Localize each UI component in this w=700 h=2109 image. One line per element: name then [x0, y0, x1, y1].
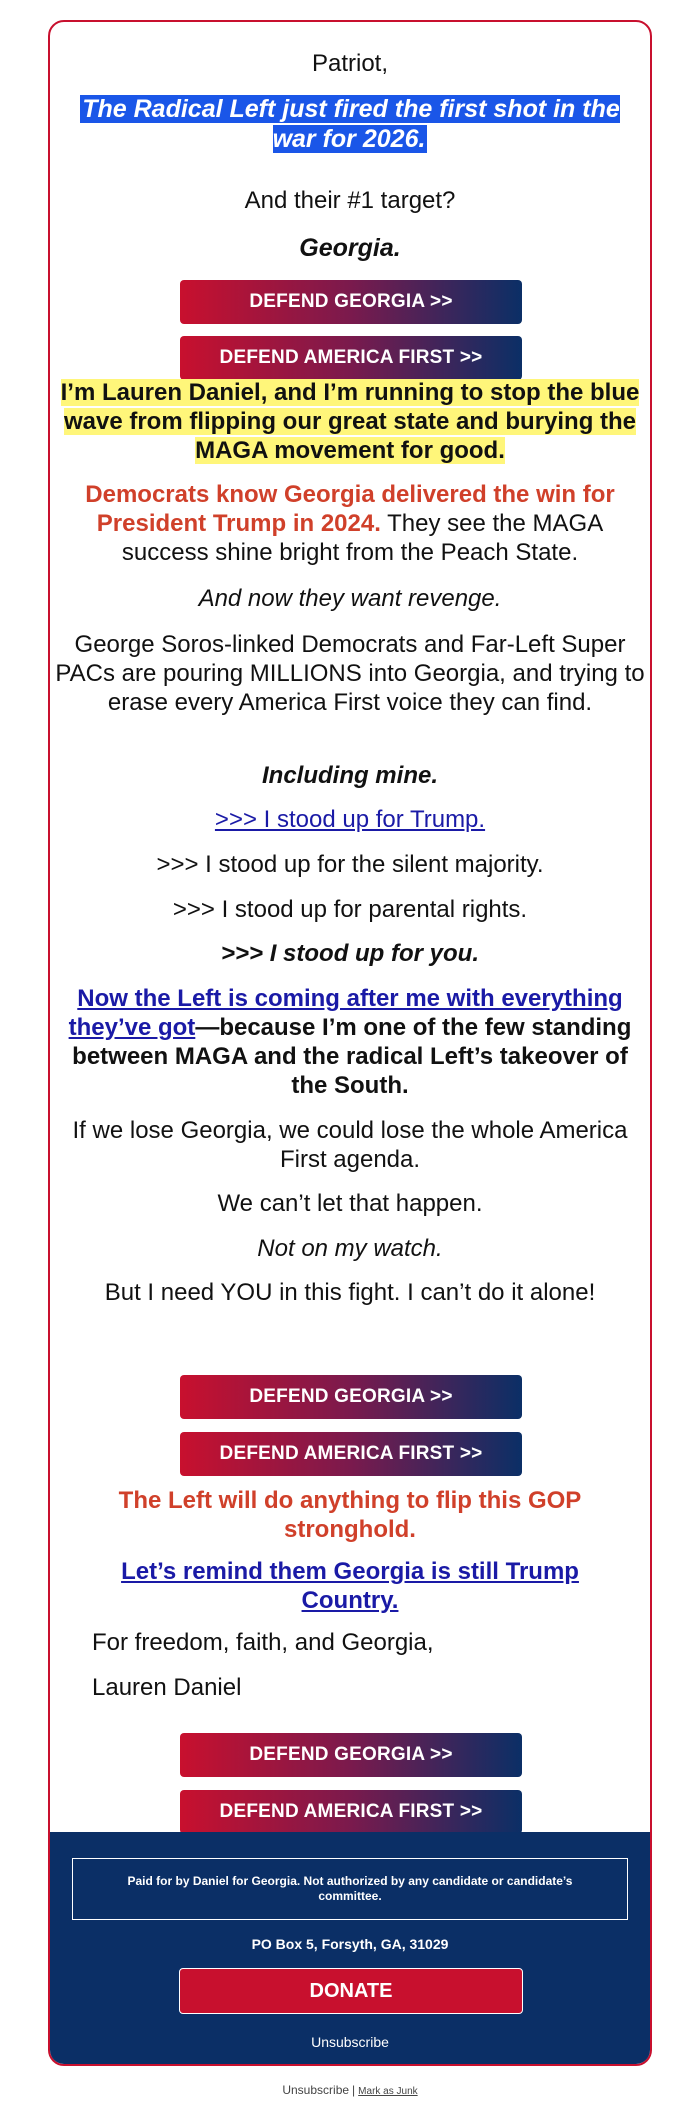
paragraph-coming-after — [50, 984, 650, 1100]
email-footer — [50, 1832, 650, 2064]
not-on-my-watch-text: Not on my watch. — [257, 1235, 443, 1262]
question-text: And their #1 target? — [244, 187, 456, 214]
lose-georgia-text: If we lose Georgia, we could lose the whole America First agenda. — [72, 1117, 628, 1173]
disclaimer-box — [72, 1858, 628, 1920]
defend-america-first-button[interactable]: DEFEND AMERICA FIRST >> — [180, 1790, 522, 1834]
target-text: Georgia. — [299, 234, 401, 262]
revenge-text: And now they want revenge. — [198, 585, 502, 612]
headline — [50, 94, 650, 154]
email-body — [50, 22, 650, 1832]
cant-let-text: We can’t let that happen. — [217, 1190, 483, 1217]
footer-unsubscribe-link[interactable]: Unsubscribe — [311, 2034, 389, 2050]
georgia-win-red-text: Democrats know Georgia delivered the win for President Trump in 2024. — [85, 481, 615, 537]
email-card — [48, 20, 652, 2066]
paragraph-soros: George Soros-linked Democrats and Far-Left Super PACs are pouring MILLIONS into Georgia, and trying to erase every America First voice they can find. — [55, 631, 645, 716]
remind-them-link[interactable]: Let’s remind them Georgia is still Trump Country. — [121, 1558, 579, 1614]
flip-stronghold-text: The Left will do anything to flip this GOP stronghold. — [118, 1487, 582, 1543]
signature-text: Lauren Daniel — [92, 1674, 242, 1701]
including-mine-text: Including mine. — [261, 762, 438, 789]
defend-georgia-button[interactable]: DEFEND GEORGIA >> — [180, 1733, 522, 1777]
greeting: Patriot, — [311, 50, 389, 77]
coming-after-rest-text: —because I’m one of the few standing between MAGA and the radical Left’s takeover of the South. — [72, 1014, 632, 1099]
coming-after-link[interactable]: Now the Left is coming after me with everything they’ve got — [68, 985, 623, 1041]
intro-highlight-text: I’m Lauren Daniel, and I’m running to stop the blue wave from flipping our great state and burying the MAGA movement for good. — [60, 379, 640, 464]
disclaimer-text: Paid for by Daniel for Georgia. Not authorized by any candidate or candidate’s committee. — [127, 1874, 573, 1903]
defend-america-first-button[interactable]: DEFEND AMERICA FIRST >> — [180, 1432, 522, 1476]
stood-trump-link[interactable]: >>> I stood up for Trump. — [214, 806, 486, 833]
defend-georgia-button[interactable]: DEFEND GEORGIA >> — [180, 1375, 522, 1419]
stood-you-text: >>> I stood up for you. — [220, 940, 480, 967]
stood-parental-text: >>> I stood up for parental rights. — [172, 896, 528, 923]
paragraph-georgia-win — [50, 480, 650, 567]
mailing-address: PO Box 5, Forsyth, GA, 31029 — [251, 1936, 449, 1952]
mark-as-junk-link[interactable]: Mark as Junk — [358, 2086, 418, 2097]
bottom-unsubscribe-link[interactable]: Unsubscribe — [282, 2083, 350, 2097]
need-you-text: But I need YOU in this fight. I can’t do it alone! — [104, 1279, 596, 1306]
remind-line — [50, 1557, 650, 1615]
signoff-text: For freedom, faith, and Georgia, — [92, 1629, 434, 1656]
defend-america-first-button[interactable]: DEFEND AMERICA FIRST >> — [180, 336, 522, 380]
intro-highlight — [50, 378, 650, 465]
georgia-win-rest-text: They see the MAGA success shine bright from the Peach State. — [121, 510, 604, 566]
bottom-separator: | — [352, 2083, 356, 2097]
bottom-bar — [0, 2083, 700, 2097]
headline-text: The Radical Left just fired the first shot in the war for 2026. — [82, 95, 620, 153]
defend-georgia-button[interactable]: DEFEND GEORGIA >> — [180, 280, 522, 324]
stood-trump-line — [50, 806, 650, 834]
stood-silent-text: >>> I stood up for the silent majority. — [156, 851, 544, 878]
donate-button[interactable]: DONATE — [179, 1968, 523, 2014]
